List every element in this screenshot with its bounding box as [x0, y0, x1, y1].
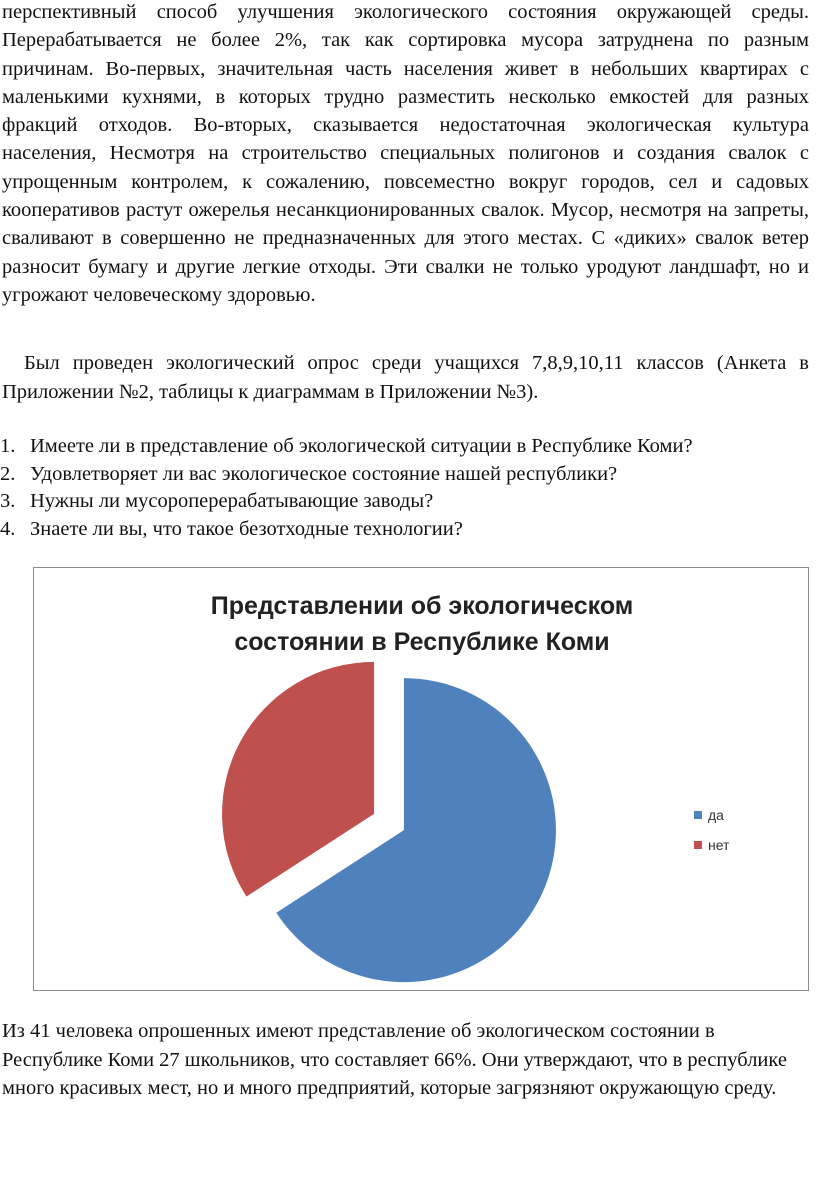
question-number: 1.: [0, 435, 16, 457]
pie-chart: [34, 568, 810, 992]
legend-label-no: нет: [708, 837, 730, 853]
question-text: Знаете ли вы, что такое безотходные технологии?: [30, 517, 463, 540]
question-number: 4.: [0, 517, 16, 540]
paragraph-survey-intro: Был проведен экологический опрос среди учащихся 7,8,9,10,11 классов (Анкета в Приложении №2, таблицы к диаграммам в Приложении №3).: [2, 352, 809, 403]
question-number: 3.: [0, 490, 16, 512]
legend-item-yes: [694, 800, 729, 830]
question-text: Удовлетворяет ли вас экологическое состояние нашей республики?: [30, 462, 618, 485]
chart-title-line-1: Представлении об экологическом: [210, 592, 634, 620]
pie-slice-no: [222, 662, 374, 897]
chart-title-line-2: состоянии в Республике Коми: [234, 628, 610, 656]
question-item: [0, 461, 810, 489]
paragraph-survey-result: Из 41 человека опрошенных имеют представление об экологическом состоянии в Республике Коми 27 школьников, что составляет 66%. Они утверждают, что в республике много красивых мест, но и много предприятий, которые загрязняют окружающую среду.: [2, 1020, 787, 1099]
legend-label-yes: да: [708, 807, 724, 823]
survey-questions-list: [0, 433, 810, 543]
question-text: Имеете ли в представление об экологической ситуации в Республике Коми?: [30, 435, 693, 457]
question-number: 2.: [0, 462, 16, 485]
pie-chart-frame: [33, 567, 809, 991]
question-item: [0, 433, 810, 461]
legend-item-no: [694, 830, 729, 860]
legend-swatch-no: [694, 841, 702, 849]
question-text: Нужны ли мусороперерабатывающие заводы?: [30, 490, 434, 512]
chart-legend: [694, 800, 729, 860]
question-item: [0, 516, 810, 544]
paragraph-waste-sorting: перспективный способ улучшения экологического состояния окружающей среды. Перерабатывается не более 2%, так как сортировка мусора затруднена по разным причинам. Во-первых, значительная часть населения живет в небольших квартирах с маленькими кухнями, в которых трудно разместить несколько емкостей для разных фракций отходов. Во-вторых, сказывается недостаточная экологическая культура населения, Несмотря на строительство специальных полигонов и создания свалок с упрощенным контролем, к сожалению, повсеместно вокруг городов, сел и садовых кооперативов растут ожерелья несанкционированных свалок. Мусор, несмотря на запреты, сваливают в совершенно не предназначенных для этого местах. С «диких» свалок ветер разносит бумагу и другие легкие отходы. Эти свалки не только уродуют ландшафт, но и угрожают человеческому здоровью.: [2, 1, 809, 306]
question-item: [0, 488, 810, 516]
legend-swatch-yes: [694, 811, 702, 819]
